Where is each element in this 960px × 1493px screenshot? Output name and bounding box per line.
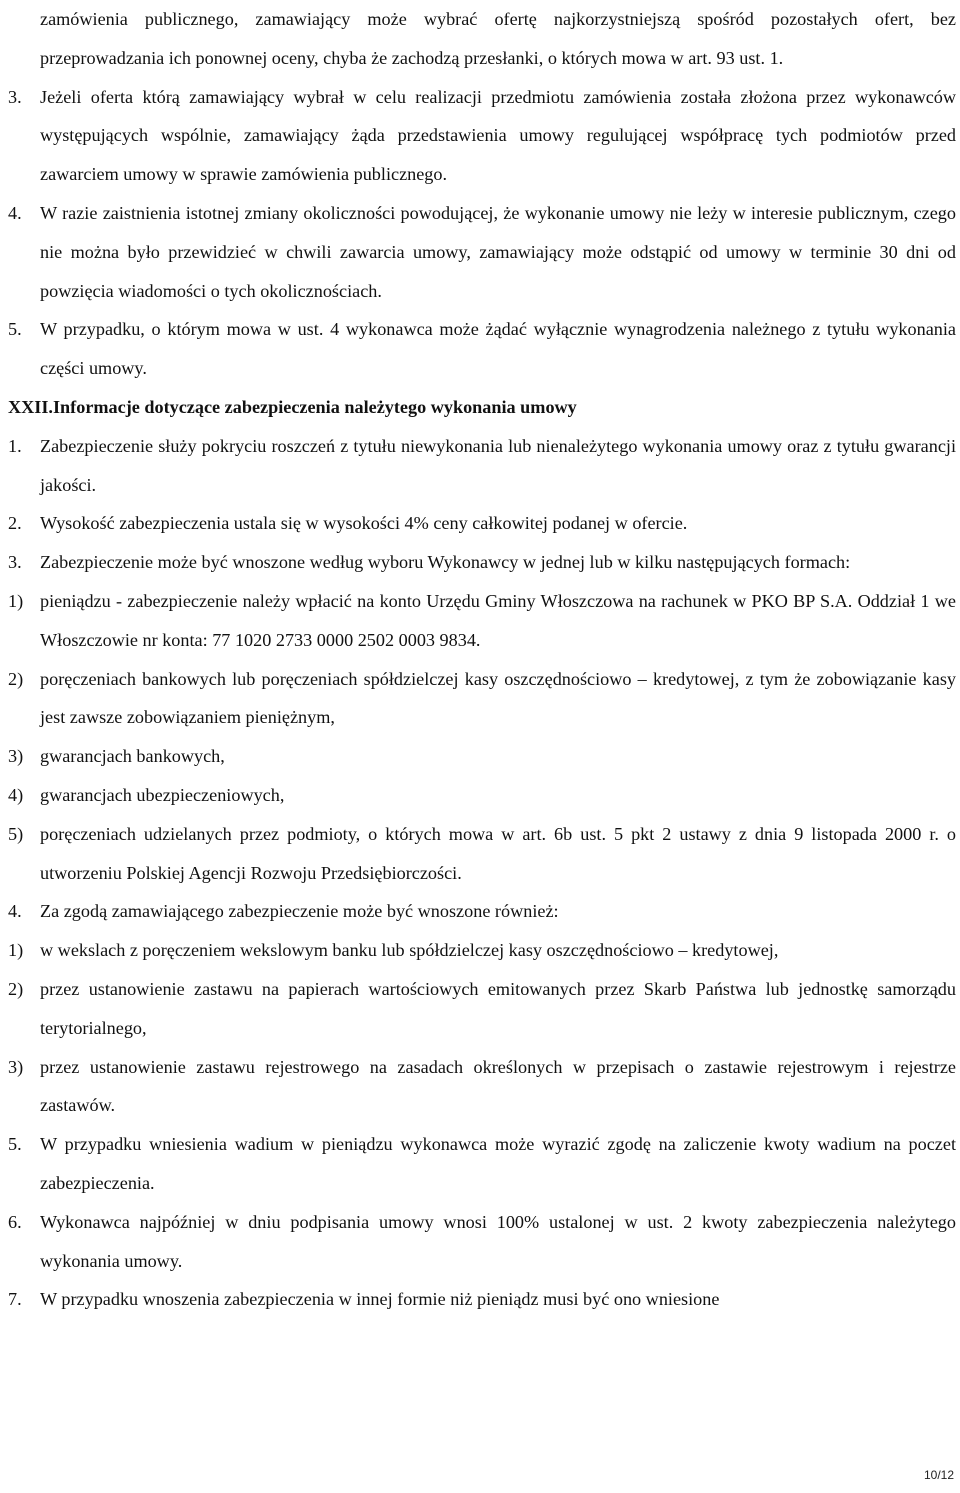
item-text: Wysokość zabezpieczenia ustala się w wysokości 4% ceny całkowitej podanej w ofercie. <box>40 513 688 534</box>
list-item <box>0 776 960 815</box>
item-text: Wykonawca najpóźniej w dniu podpisania umowy wnosi 100% ustalonej w ust. 2 kwoty zabezpieczenia należytego wykonania umowy. <box>40 1211 956 1271</box>
item-number: 2) <box>8 668 24 689</box>
item-number: 1. <box>8 435 22 456</box>
item-number: 1) <box>8 590 24 611</box>
item-number: 3. <box>8 552 22 573</box>
item-text: Za zgodą zamawiającego zabezpieczenie może być wnoszone również: <box>40 901 559 922</box>
item-number: 2. <box>8 513 22 534</box>
list-item <box>0 194 960 310</box>
item-text: poręczeniach bankowych lub poręczeniach spółdzielczej kasy oszczędnościowo – kredytowej, z tym że zobowiązanie kasy jest zawsze zobowiązaniem pieniężnym, <box>40 668 956 728</box>
section-xxii-body <box>0 427 960 1319</box>
item-text: poręczeniach udzielanych przez podmioty, o których mowa w art. 6b ust. 5 pkt 2 ustawy z dnia 9 listopada 2000 r. o utworzeniu Polskiej Agencji Rozwoju Przedsiębiorczości. <box>40 823 956 883</box>
item-text: Zabezpieczenie służy pokryciu roszczeń z tytułu niewykonania lub nienależytego wykonania umowy oraz z tytułu gwarancji jakości. <box>40 435 956 495</box>
item-text: gwarancjach ubezpieczeniowych, <box>40 784 285 805</box>
list-item <box>0 543 960 582</box>
item-text: W przypadku, o którym mowa w ust. 4 wykonawca może żądać wyłącznie wynagrodzenia należnego z tytułu wykonania części umowy. <box>40 319 956 379</box>
item-text: przez ustanowienie zastawu rejestrowego na zasadach określonych w przepisach o zastawie rejestrowym i rejestrze zastawów. <box>40 1056 956 1116</box>
item-number: 5) <box>8 823 24 844</box>
item-number: 4) <box>8 784 24 805</box>
list-item <box>0 1048 960 1126</box>
item-number: 3. <box>8 86 22 107</box>
list-item <box>0 1125 960 1203</box>
list-item <box>0 78 960 194</box>
item-number: 4. <box>8 202 22 223</box>
item-text: gwarancjach bankowych, <box>40 746 225 767</box>
list-item <box>0 737 960 776</box>
list-item <box>0 1280 960 1319</box>
item-number: 4. <box>8 901 22 922</box>
item-number: 3) <box>8 746 24 767</box>
item-number: 3) <box>8 1056 24 1077</box>
list-item <box>0 815 960 893</box>
item-text: w wekslach z poręczeniem wekslowym banku lub spółdzielczej kasy oszczędnościowo – kredytowej, <box>40 940 779 961</box>
item-text: zamówienia publicznego, zamawiający może wybrać ofertę najkorzystniejszą spośród pozostałych ofert, bez przeprowadzania ich ponownej oceny, chyba że zachodzą przesłanki, o których mowa w art. 93 ust. 1. <box>40 9 956 68</box>
page-number: 10/12 <box>923 1468 954 1482</box>
list-item <box>0 1203 960 1281</box>
item-text: W razie zaistnienia istotnej zmiany okoliczności powodującej, że wykonanie umowy nie leży w interesie publicznym, czego nie można było przewidzieć w chwili zawarcia umowy, zamawiający może odstąpić od umowy w terminie 30 dni od powzięcia wiadomości o tych okolicznościach. <box>40 202 956 301</box>
item-number: 6. <box>8 1211 22 1232</box>
list-item <box>0 582 960 660</box>
item-number: 1) <box>8 940 24 961</box>
item-number: 2) <box>8 978 24 999</box>
list-item <box>0 892 960 931</box>
list-item <box>0 931 960 970</box>
list-item <box>0 0 960 78</box>
item-number: 5. <box>8 1134 22 1155</box>
item-text: Jeżeli oferta którą zamawiający wybrał w celu realizacji przedmiotu zamówienia została złożona przez wykonawców występujących wspólnie, zamawiający żąda przedstawienia umowy regulującej współpracę tych podmiotów przed zawarciem umowy w sprawie zamówienia publicznego. <box>40 86 956 185</box>
list-item <box>0 970 960 1048</box>
item-text: W przypadku wniesienia wadium w pieniądzu wykonawca może wyrazić zgodę na zaliczenie kwoty wadium na poczet zabezpieczenia. <box>40 1134 956 1193</box>
item-number: 7. <box>8 1289 22 1310</box>
list-item <box>0 427 960 505</box>
item-text: Zabezpieczenie może być wnoszone według wyboru Wykonawcy w jednej lub w kilku następujących formach: <box>40 552 851 573</box>
item-text: przez ustanowienie zastawu na papierach wartościowych emitowanych przez Skarb Państwa lub jednostkę samorządu terytorialnego, <box>40 978 956 1038</box>
list-item <box>0 310 960 388</box>
item-number: 5. <box>8 319 22 340</box>
list-item <box>0 660 960 738</box>
section-heading: XXII.Informacje dotyczące zabezpieczenia należytego wykonania umowy <box>8 396 577 417</box>
item-text: W przypadku wnoszenia zabezpieczenia w innej formie niż pieniądz musi być ono wniesione <box>40 1289 720 1310</box>
list-item <box>0 504 960 543</box>
section-xxi-continuation <box>0 0 960 388</box>
item-text: pieniądzu - zabezpieczenie należy wpłacić na konto Urzędu Gminy Włoszczowa na rachunek w PKO BP S.A. Oddział 1 we Włoszczowie nr konta: 77 1020 2733 0000 2502 0003 9834. <box>40 590 956 650</box>
